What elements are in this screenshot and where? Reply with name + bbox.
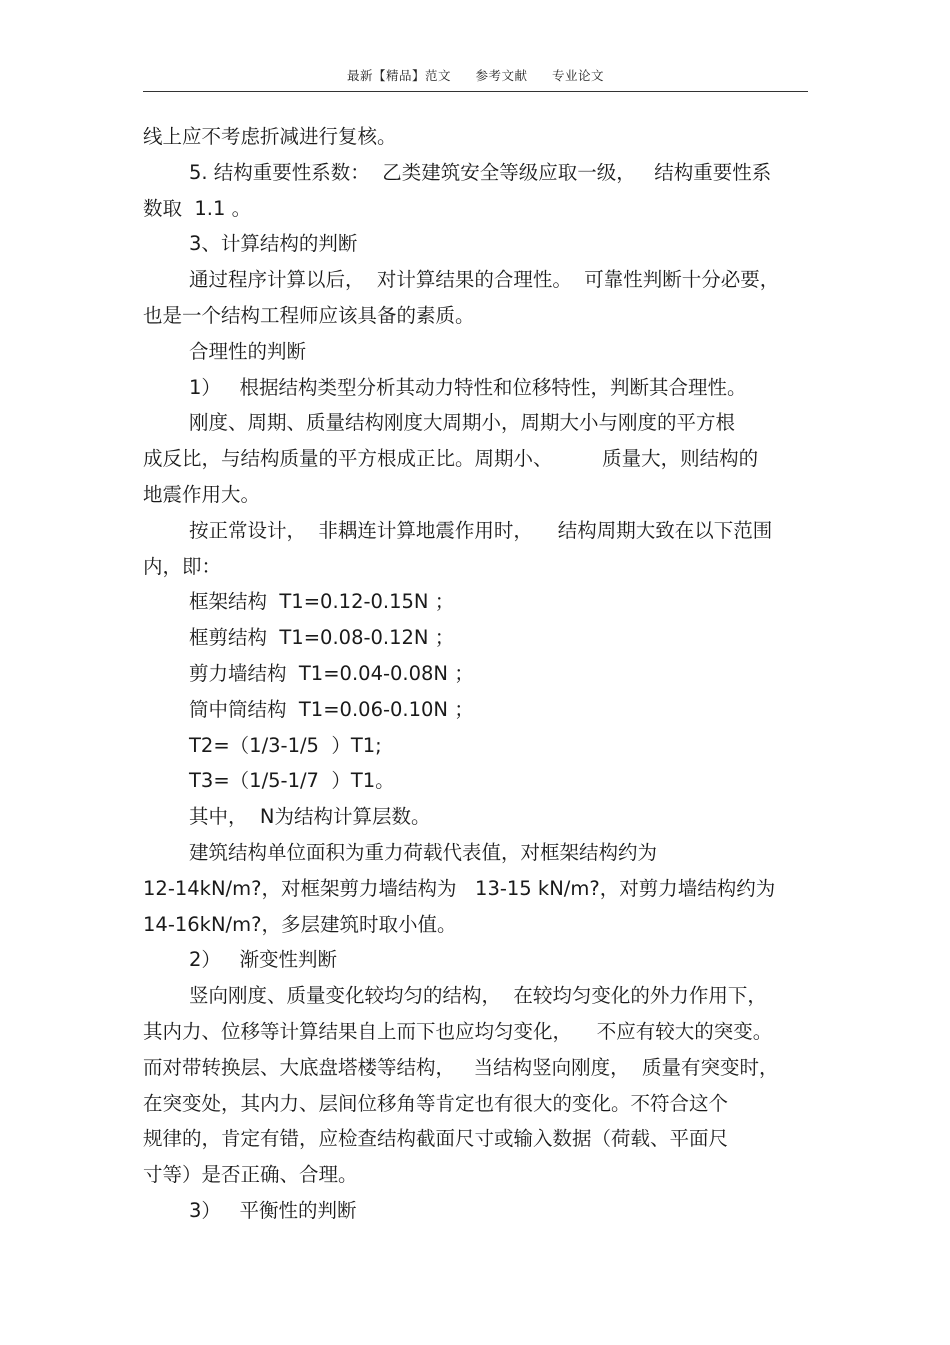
text-line: 3、计算结构的判断 <box>189 232 358 256</box>
text-line: 寸等）是否正确、合理。 <box>143 1163 358 1187</box>
text-line: 按正常设计， 非耦连计算地震作用时， 结构周期大致在以下范围 <box>189 518 773 542</box>
text-line: 5. 结构重要性系数： 乙类建筑安全等级应取一级， 结构重要性系 <box>189 160 772 184</box>
text-line: 剪力墙结构 T1=0.04-0.08N ； <box>189 661 474 685</box>
text-line: 3） 平衡性的判断 <box>189 1198 357 1222</box>
text-line: 内，即： <box>143 554 222 578</box>
text-line: 其中， N为结构计算层数。 <box>189 805 431 829</box>
text-line: 其内力、位移等计算结果自上而下也应均匀变化， 不应有较大的突变。 <box>143 1019 773 1043</box>
header-divider <box>143 91 808 92</box>
text-line: 建筑结构单位面积为重力荷载代表值，对框架结构约为 <box>189 840 658 864</box>
text-line: 合理性的判断 <box>189 339 307 363</box>
header-item-fanwen: 最新【精品】范文 <box>346 68 451 83</box>
text-line: 线上应不考虑折减进行复核。 <box>143 125 397 148</box>
text-line: 竖向刚度、质量变化较均匀的结构， 在较均匀变化的外力作用下， <box>189 984 767 1008</box>
text-line: 地震作用大。 <box>143 482 261 506</box>
text-line: 也是一个结构工程师应该具备的素质。 <box>143 303 475 327</box>
text-line: 在突变处，其内力、层间位移角等肯定也有很大的变化。不符合这个 <box>143 1091 729 1115</box>
text-line: 筒中筒结构 T1=0.06-0.10N ； <box>189 697 474 721</box>
text-line: 框剪结构 T1=0.08-0.12N ； <box>189 626 455 650</box>
text-line: 刚度、周期、质量结构刚度大周期小，周期大小与刚度的平方根 <box>189 411 736 435</box>
text-line: T2=（1/3-1/5 ）T1; <box>189 733 382 757</box>
text-line: 规律的，肯定有错，应检查结构截面尺寸或输入数据（荷载、平面尺 <box>143 1127 729 1151</box>
header-item-references: 参考文献 <box>475 68 528 83</box>
text-line: 数取 1.1 。 <box>143 196 252 220</box>
text-line: 1） 根据结构类型分析其动力特性和位移特性，判断其合理性。 <box>189 375 747 399</box>
page-header <box>143 66 808 84</box>
text-line: 成反比，与结构质量的平方根成正比。周期小、 质量大，则结构的 <box>143 447 759 471</box>
text-line: 框架结构 T1=0.12-0.15N ； <box>189 590 455 614</box>
text-line: 2） 渐变性判断 <box>189 948 338 972</box>
text-line: 通过程序计算以后， 对计算结果的合理性。 可靠性判断十分必要， <box>189 268 780 292</box>
document-body <box>143 119 808 1229</box>
text-line: 而对带转换层、大底盘塔楼等结构， 当结构竖向刚度， 质量有突变时， <box>143 1055 779 1079</box>
text-line: T3=（1/5-1/7 ）T1。 <box>189 769 395 793</box>
header-item-papers: 专业论文 <box>551 68 604 83</box>
text-line: 12-14kN/m?，对框架剪力墙结构为 13-15 kN/m?，对剪力墙结构约为 <box>143 876 776 900</box>
text-line: 14-16kN/m?，多层建筑时取小值。 <box>143 912 457 936</box>
